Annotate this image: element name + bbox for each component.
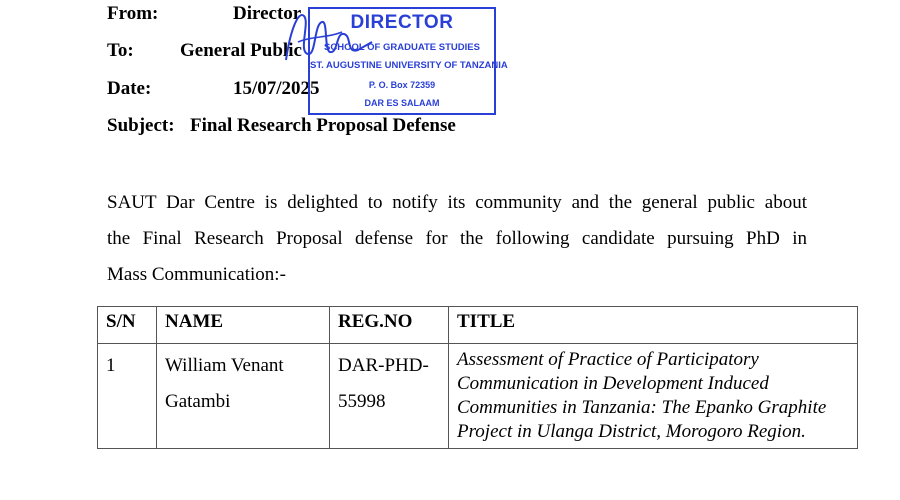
date-label: Date: [107,78,152,99]
cell-sn: 1 [98,344,157,449]
table-row [98,344,858,449]
paragraph-line: SAUT Dar Centre is delighted to notify its community and the general public about [107,192,807,213]
header-name: NAME [157,307,330,344]
date-value: 15/07/2025 [233,78,320,99]
header-reg: REG.NO [330,307,449,344]
to-label: To: [107,40,134,61]
to-value: General Public [180,40,302,61]
cell-reg: DAR-PHD-55998 [330,344,449,449]
header-sn: S/N [98,307,157,344]
table-header-row [98,307,858,344]
cell-title: Assessment of Practice of Participatory Communication in Development Induced Communities in Tanzania: The Epanko Graphite Project in Ulanga District, Morogoro Region. [449,344,858,449]
stamp-school-line: SCHOOL OF GRADUATE STUDIES [324,42,480,53]
header-title: TITLE [449,307,858,344]
stamp-city-line: DAR ES SALAAM [364,98,440,108]
notification-paragraph [107,185,807,293]
subject-value: Final Research Proposal Defense [190,115,456,136]
from-value: Director [233,3,302,24]
paragraph-line: Mass Communication:- [107,264,286,285]
stamp-pobox-line: P. O. Box 72359 [368,80,436,90]
from-label: From: [107,3,159,24]
director-stamp [308,7,508,115]
candidate-table [97,306,858,449]
cell-name: William Venant Gatambi [157,344,330,449]
subject-label: Subject: [107,115,175,136]
paragraph-line: the Final Research Proposal defense for the following candidate pursuing PhD in [107,228,807,249]
stamp-title: DIRECTOR [350,12,454,33]
stamp-university-line: ST. AUGUSTINE UNIVERSITY OF TANZANIA [310,60,508,71]
